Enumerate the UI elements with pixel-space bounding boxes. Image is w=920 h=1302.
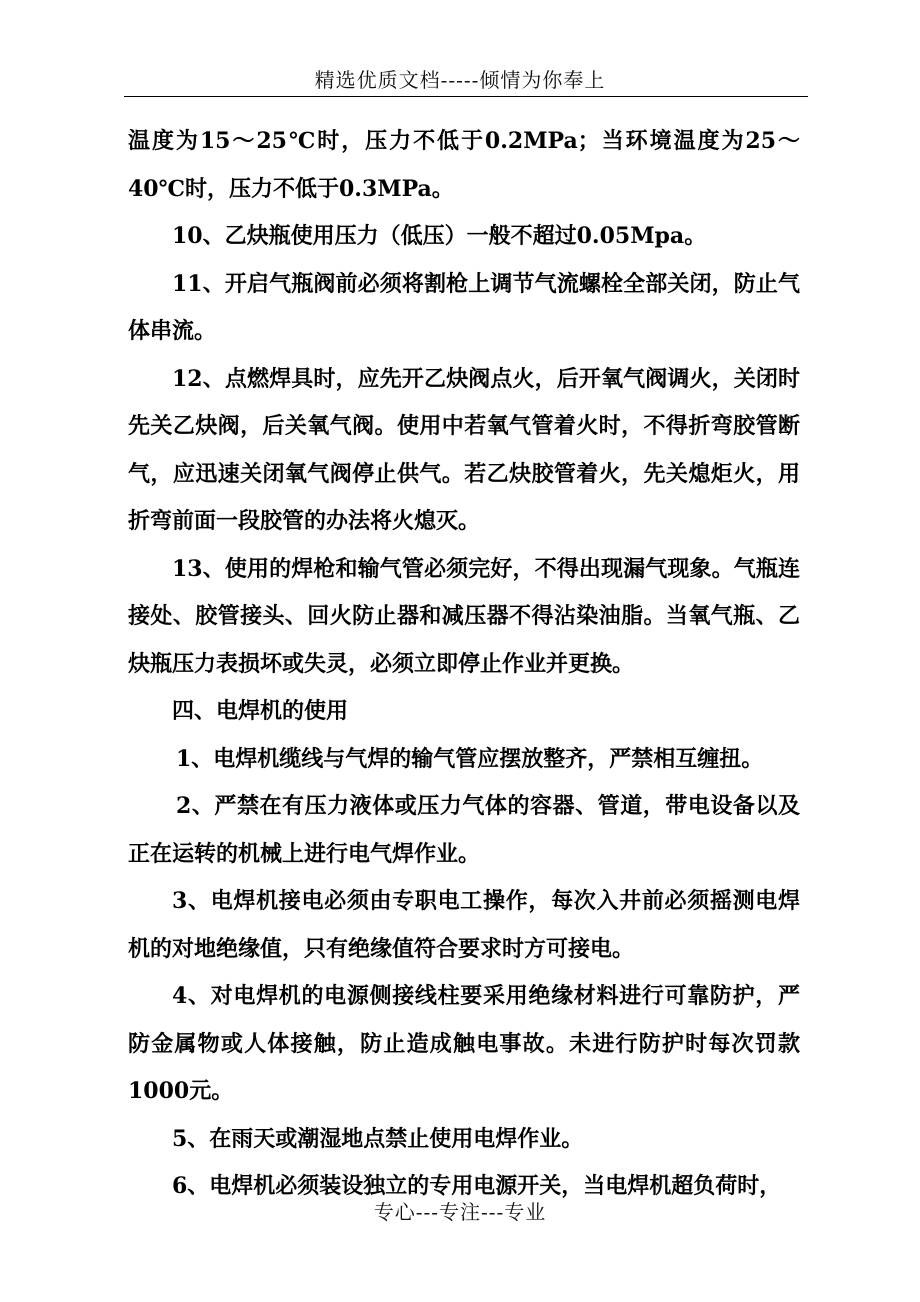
paragraph-continued: 温度为15～25℃时，压力不低于0.2MPa；当环境温度为25～40℃时，压力不低于0.3MPa。 <box>128 128 800 202</box>
section4-paragraph-4: 4、对电焊机的电源侧接线柱要采用绝缘材料进行可靠防护，严防金属物或人体接触，防止造成触电事故。未进行防护时每次罚款1000元。 <box>128 983 800 1104</box>
header-divider <box>124 96 808 97</box>
section4-paragraph-3: 3、电焊机接电必须由专职电工操作，每次入井前必须摇测电焊机的对地绝缘值，只有绝缘值符合要求时方可接电。 <box>128 888 800 962</box>
paragraph-10: 10、乙炔瓶使用压力（低压）一般不超过0.05Mpa。 <box>172 223 707 249</box>
section-heading-4: 四、电焊机的使用 <box>172 698 349 724</box>
section4-paragraph-6: 6、电焊机必须装设独立的专用电源开关，当电焊机超负荷时， <box>172 1173 782 1199</box>
page-header: 精选优质文档-----倾情为你奉上 <box>314 68 606 92</box>
section4-paragraph-1: 1、电焊机缆线与气焊的输气管应摆放整齐，严禁相互缠扭。 <box>176 745 764 772</box>
section4-paragraph-2: 2、严禁在有压力液体或压力气体的容器、管道，带电设备以及正在运转的机械上进行电气焊作业。 <box>128 793 800 867</box>
section4-paragraph-5: 5、在雨天或潮湿地点禁止使用电焊作业。 <box>172 1125 584 1152</box>
paragraph-13: 13、使用的焊枪和输气管必须完好，不得出现漏气现象。气瓶连接处、胶管接头、回火防止器和减压器不得沾染油脂。当氧气瓶、乙炔瓶压力表损坏或失灵，必须立即停止作业并更换。 <box>128 555 800 677</box>
page-footer: 专心---专注---专业 <box>373 1200 547 1224</box>
paragraph-11: 11、开启气瓶阀前必须将割枪上调节气流螺栓全部关闭，防止气体串流。 <box>128 270 800 344</box>
paragraph-12: 12、点燃焊具时，应先开乙炔阀点火，后开氧气阀调火，关闭时先关乙炔阀，后关氧气阀。使用中若氧气管着火时，不得折弯胶管断气，应迅速关闭氧气阀停止供气。若乙炔胶管着火，先关熄炬火，用折弯前面一段胶管的办法将火熄灭。 <box>128 365 800 534</box>
document-body <box>128 118 800 1211</box>
